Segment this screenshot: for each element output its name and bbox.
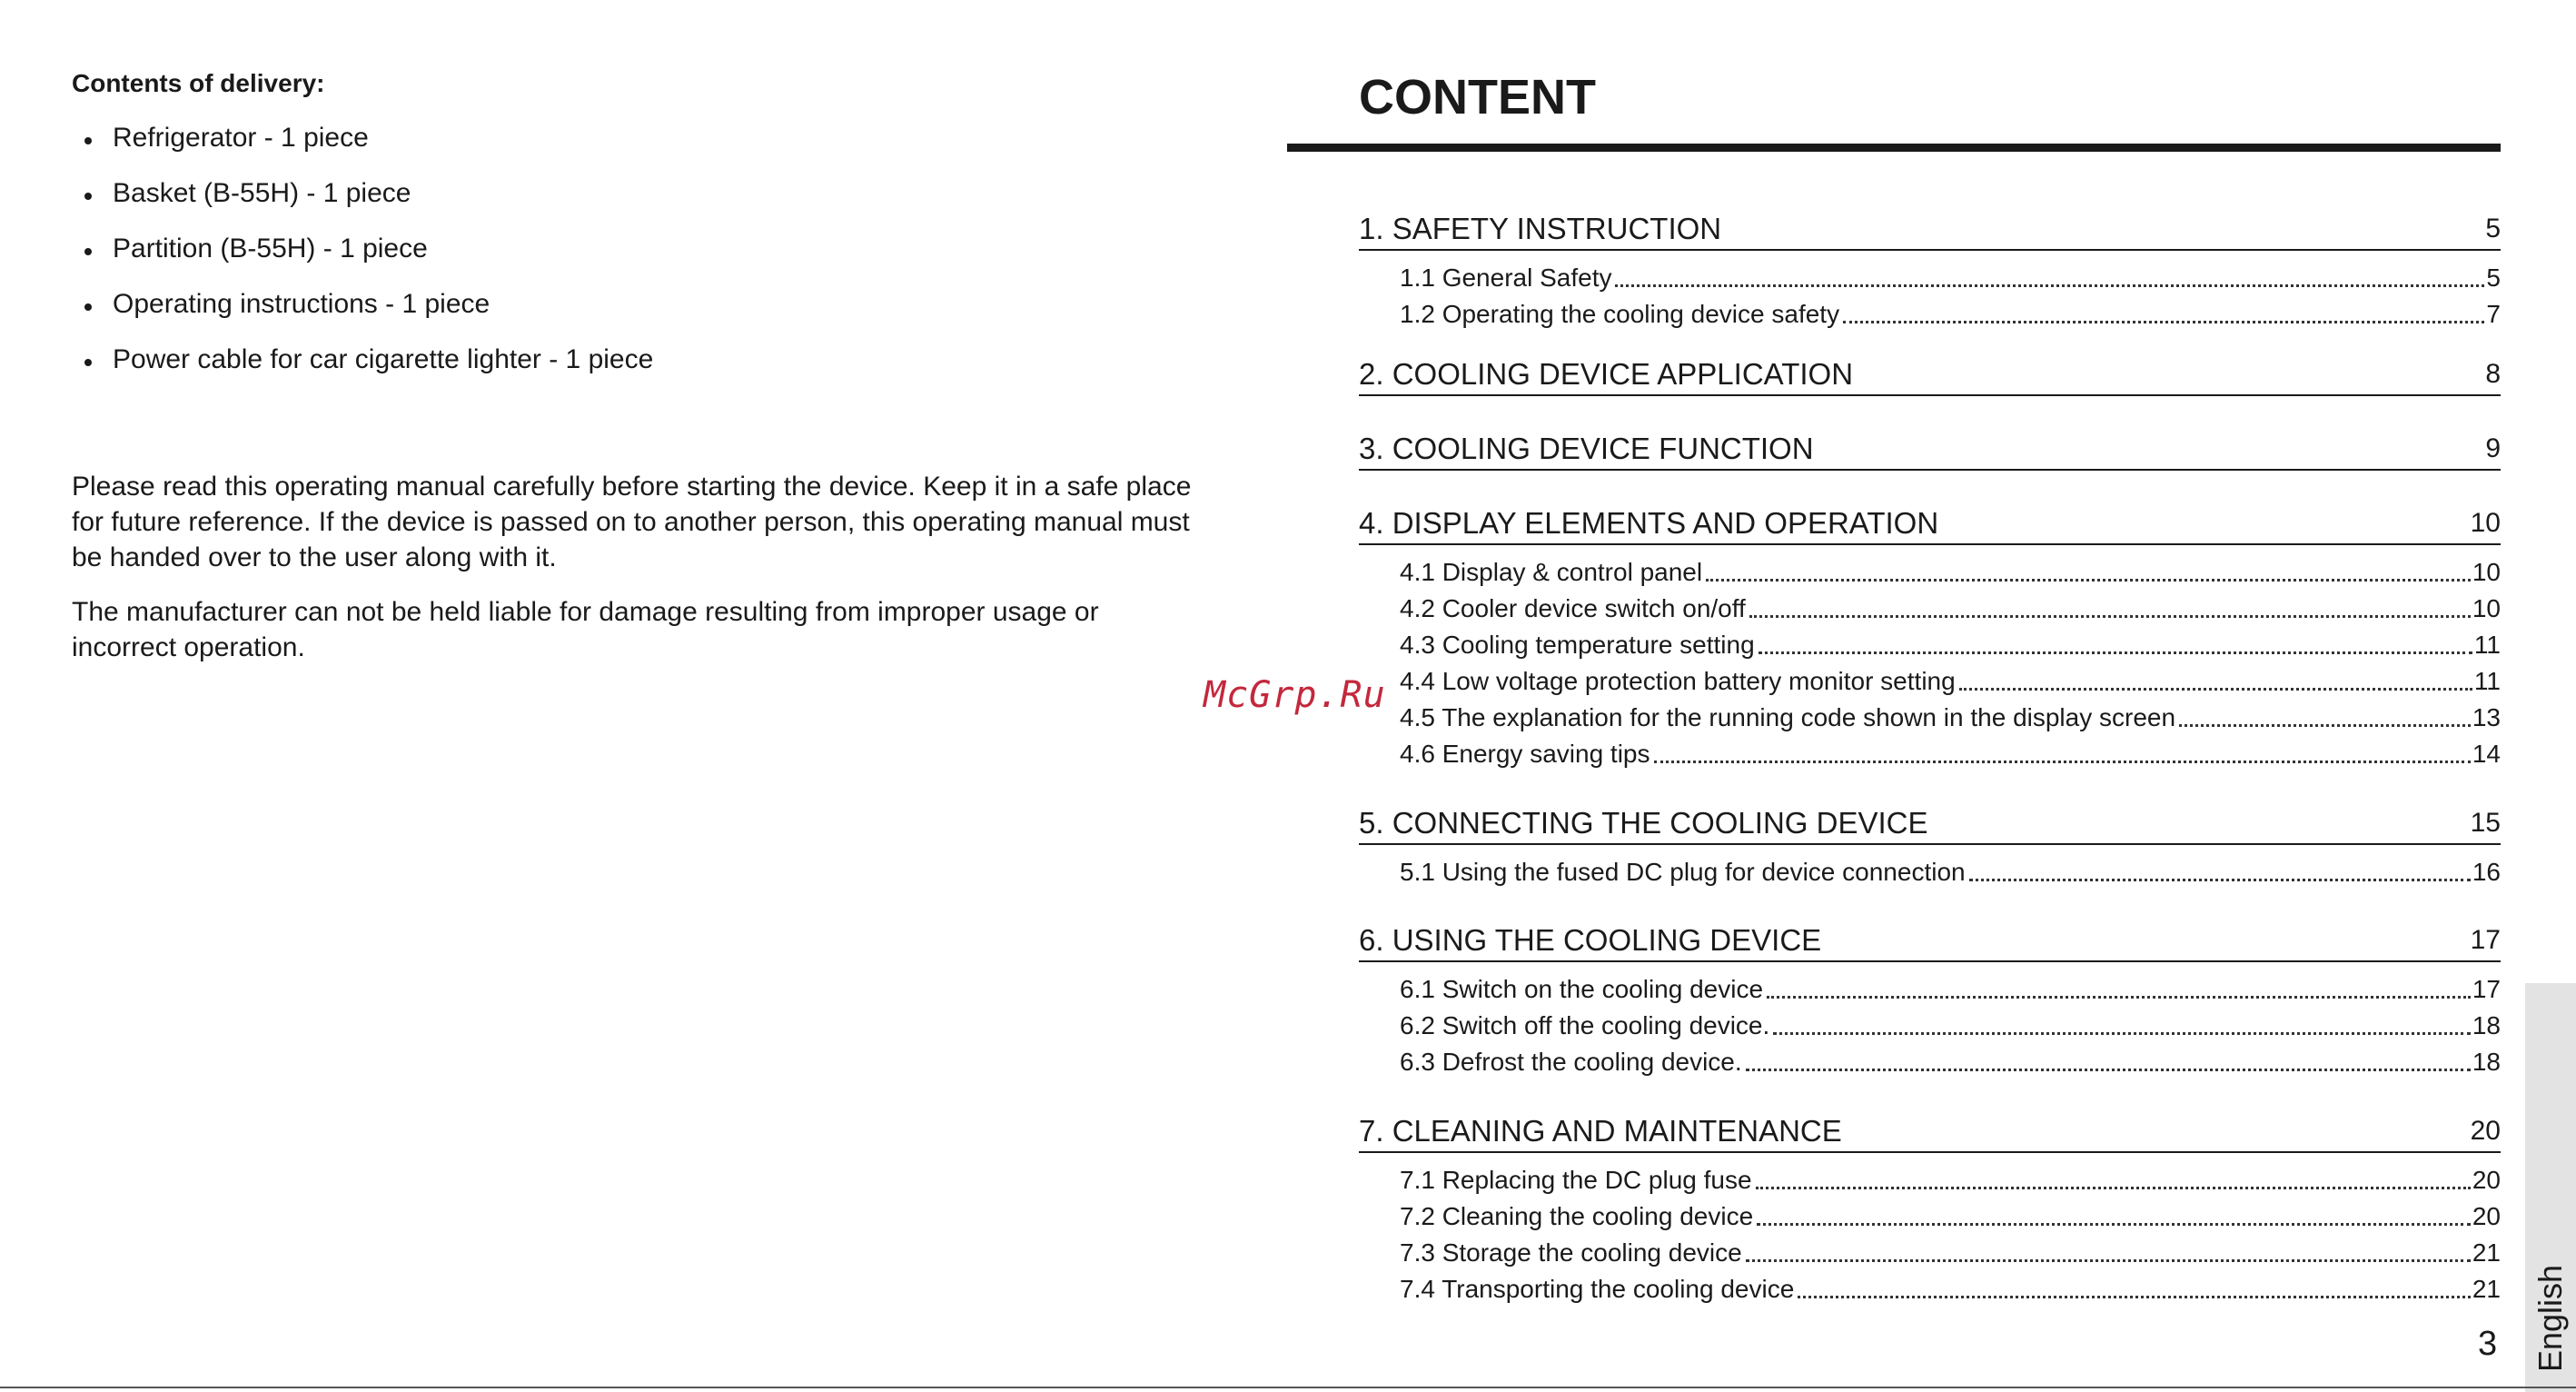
toc-entry-page: 10 [2472,594,2501,622]
toc-entry[interactable] [1359,589,2501,625]
toc-entry[interactable] [1359,661,2501,698]
title-rule [1287,144,2501,152]
toc-entry[interactable] [1359,852,2501,889]
toc-entry[interactable] [1359,1042,2501,1079]
toc-entry-label: 1.1 General Safety [1400,263,1612,292]
toc-entry-page: 7 [2486,300,2501,328]
toc-section [1359,351,2501,396]
toc-entry-page: 14 [2472,740,2501,768]
toc-entry-page: 20 [2472,1202,2501,1230]
toc-entry-page: 11 [2473,667,2501,695]
toc-entry[interactable] [1359,552,2501,589]
toc-entry-page: 17 [2472,975,2501,1003]
toc-section-page: 20 [2470,1116,2501,1146]
toc-section-page: 5 [2485,214,2501,244]
toc-section-heading[interactable] [1359,351,2501,396]
toc-section-title: 4. DISPLAY ELEMENTS AND OPERATION [1359,506,1939,540]
toc-entry[interactable] [1359,1160,2501,1197]
toc-entry-page: 11 [2473,631,2501,659]
toc-section-heading[interactable] [1359,500,2501,545]
toc-entry-label: 4.4 Low voltage protection battery monitor setting [1400,667,1956,695]
toc-section-heading[interactable] [1359,917,2501,962]
toc-leader-dots [1746,1069,2471,1071]
delivery-title: Contents of delivery: [72,69,325,97]
toc-entry-page: 5 [2486,263,2501,292]
toc-section [1359,205,2501,331]
toc-entry-page: 10 [2472,558,2501,586]
toc-leader-dots [2179,724,2471,727]
delivery-item: Operating instructions - 1 piece [72,288,1198,343]
toc-leader-dots [1746,1259,2471,1262]
toc-entry-label: 7.4 Transporting the cooling device [1400,1275,1795,1303]
toc-leader-dots [1615,284,2484,287]
toc-entry-page: 18 [2472,1048,2501,1076]
toc-section-page: 8 [2485,359,2501,389]
toc-entry[interactable] [1359,698,2501,734]
watermark: McGrp.Ru [1204,674,1386,716]
toc-section-heading[interactable] [1359,425,2501,471]
toc-section-title: 7. CLEANING AND MAINTENANCE [1359,1114,1842,1148]
toc-entry[interactable] [1359,258,2501,294]
toc-section [1359,425,2501,471]
toc-section-title: 6. USING THE COOLING DEVICE [1359,923,1822,957]
toc-entry-page: 21 [2472,1275,2501,1303]
toc-entry-label: 4.1 Display & control panel [1400,558,1703,586]
toc-entry[interactable] [1359,734,2501,771]
toc-leader-dots [1767,996,2471,999]
toc-section [1359,800,2501,889]
toc-leader-dots [1959,688,2472,691]
toc-section-title: 5. CONNECTING THE COOLING DEVICE [1359,806,1928,840]
toc-entry[interactable] [1359,1197,2501,1233]
toc-entry-page: 21 [2472,1238,2501,1267]
toc-section-heading[interactable] [1359,205,2501,251]
content-title: CONTENT [1359,70,1596,124]
toc-entry-label: 7.2 Cleaning the cooling device [1400,1202,1754,1230]
toc-entry[interactable] [1359,625,2501,661]
toc-leader-dots [1706,579,2471,582]
toc-leader-dots [1759,651,2472,654]
delivery-item: Power cable for car cigarette lighter - 1 piece [72,343,1198,399]
toc-section-page: 9 [2485,433,2501,463]
toc-section-heading[interactable] [1359,1108,2501,1153]
toc-entry-label: 4.6 Energy saving tips [1400,740,1650,768]
toc-entry[interactable] [1359,1006,2501,1042]
toc-entry-page: 20 [2472,1166,2501,1194]
toc-leader-dots [1749,615,2471,618]
page-number: 3 [2478,1325,2498,1363]
liability-paragraph: The manufacturer can not be held liable for damage resulting from improper usage or incorrect operation. [72,597,1099,662]
toc-entry-label: 1.2 Operating the cooling device safety [1400,300,1840,328]
toc-section-page: 15 [2470,808,2501,838]
page-bottom-rule [0,1387,2576,1388]
delivery-item: Partition (B-55H) - 1 piece [72,233,1198,288]
toc-entry-label: 4.5 The explanation for the running code shown in the display screen [1400,703,2176,731]
toc-section-title: 2. COOLING DEVICE APPLICATION [1359,357,1854,391]
toc-section-title: 3. COOLING DEVICE FUNCTION [1359,432,1814,465]
toc-leader-dots [1756,1187,2471,1189]
toc-section-title: 1. SAFETY INSTRUCTION [1359,212,1722,245]
toc-section [1359,500,2501,771]
left-page [72,64,1198,665]
toc-entry[interactable] [1359,1233,2501,1269]
toc-entry[interactable] [1359,1269,2501,1306]
toc-entry-page: 13 [2472,703,2501,731]
toc-leader-dots [1798,1296,2471,1298]
language-tab [2525,983,2576,1392]
manual-notice-paragraph: Please read this operating manual carefully before starting the device. Keep it in a safe place for future reference. If the device is passed on to another person, this operating manual must be handed over to the user along with it. [72,472,1192,572]
toc-entry-page: 18 [2472,1011,2501,1039]
toc-leader-dots [1773,1032,2471,1035]
toc-entry-label: 5.1 Using the fused DC plug for device connection [1400,858,1966,886]
table-of-contents [1359,205,2501,1306]
toc-entry[interactable] [1359,294,2501,331]
toc-entry-label: 4.2 Cooler device switch on/off [1400,594,1746,622]
language-tab-label: English [2531,1264,2569,1373]
toc-leader-dots [1843,321,2484,323]
delivery-item: Basket (B-55H) - 1 piece [72,177,1198,233]
toc-section-heading[interactable] [1359,800,2501,845]
toc-entry-page: 16 [2472,858,2501,886]
toc-section [1359,1108,2501,1306]
toc-entry-label: 4.3 Cooling temperature setting [1400,631,1755,659]
toc-entry-label: 7.1 Replacing the DC plug fuse [1400,1166,1752,1194]
toc-section-page: 10 [2470,508,2501,538]
toc-section [1359,917,2501,1079]
toc-entry[interactable] [1359,969,2501,1006]
delivery-list [72,122,1198,399]
toc-entry-label: 6.1 Switch on the cooling device [1400,975,1764,1003]
toc-leader-dots [1969,879,2471,881]
toc-entry-label: 7.3 Storage the cooling device [1400,1238,1742,1267]
toc-entry-label: 6.2 Switch off the cooling device. [1400,1011,1770,1039]
toc-entry-label: 6.3 Defrost the cooling device. [1400,1048,1742,1076]
toc-section-page: 17 [2470,925,2501,955]
toc-leader-dots [1757,1223,2471,1226]
toc-leader-dots [1654,761,2471,763]
delivery-item: Refrigerator - 1 piece [72,122,1198,177]
